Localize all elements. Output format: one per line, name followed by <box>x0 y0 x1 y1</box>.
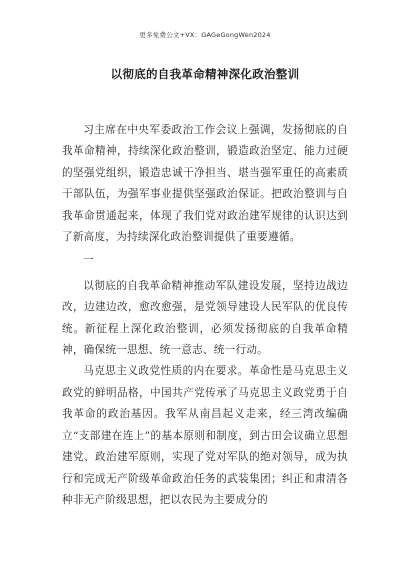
document-title: 以彻底的自我革命精神深化政治整训 <box>110 67 300 81</box>
paragraph: 马克思主义政党性质的内在要求。革命性是马克思主义政党的鲜明品格，中国共产党传承了马克思主义政党勇于自我革命的政治基因。我军从南昌起义走来，经三湾改编确立“支部建在连上”的基本原则和制度，到古田会议确立思想建党、政治建军原则，实现了党对军队的绝对领导，成为执行和完成无产阶级革命政治任务的武装集团；纠正和肃清各种非无产阶级思想，把以农民为主要成分的 <box>62 365 348 506</box>
section-number: 一 <box>83 254 94 267</box>
header-note: 更多免费公文+VX：GAGeGongWen2024 <box>139 31 271 39</box>
paragraph: 习主席在中央军委政治工作会议上强调，发扬彻底的自我革命精神，持续深化政治整训，锻造政治坚定、能力过硬的坚强党组织，锻造忠诚干净担当、堪当强军重任的高素质干部队伍，为强军事业提供坚强政治保证。把政治整训与自我革命贯通起来，体现了我们党对政治建军规律的认识达到了新高度，为持续深化政治整训提供了重要遵循。 <box>62 124 348 244</box>
paragraph: 以彻底的自我革命精神推动军队建设发展，坚持边战边改，边建边改，愈改愈强，是党领导建设人民军队的优良传统。新征程上深化政治整训，必须发扬彻底的自我革命精神，确保统一思想、统一意志、统一行动。 <box>62 279 348 357</box>
document-body <box>62 120 348 511</box>
